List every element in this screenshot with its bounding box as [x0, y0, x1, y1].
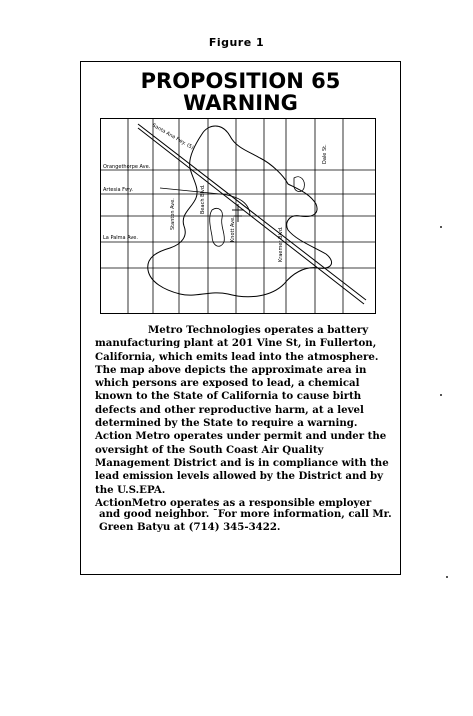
- label-lapalma: La Palma Ave.: [103, 235, 138, 241]
- paragraph-compliance: Action Metro operates under permit and under the oversight of the South Coast Air Quality Management District and is in compliance with the lead emission levels allowed by the District and by the U.S.EPA.: [95, 430, 389, 496]
- notice-contact: [99, 508, 399, 535]
- scan-speck: [440, 394, 442, 396]
- label-artesia: Artesia Fwy.: [103, 187, 133, 193]
- label-beach: Beach Blvd.: [200, 184, 206, 214]
- notice-body: [95, 324, 395, 510]
- paragraph-contact: and good neighbor. ¯For more information, call Mr. Green Batyu at (714) 345-3422.: [99, 508, 392, 534]
- paragraph-exposure: Metro Technologies operates a battery manufacturing plant at 201 Vine St, in Fullerton, California, which emits lead into the atmosphere. The map above depicts the approximate area in which persons are exposed to lead, a chemical known to the State of California to cause birth defects and other reproductive harm, at a level determined by the State to require a warning.: [95, 324, 379, 430]
- label-orangethorpe: Orangethorpe Ave.: [103, 164, 151, 170]
- inner-area-outline: [210, 208, 225, 246]
- label-freeway: Santa Ana Fwy. (5): [151, 122, 195, 152]
- label-dale: Dale St.: [322, 144, 328, 164]
- exposure-area-map: [100, 118, 376, 314]
- warning-title-line1: PROPOSITION 65: [140, 69, 341, 93]
- warning-notice: [80, 61, 401, 575]
- label-kraemer: Kraemer Blvd.: [278, 226, 284, 262]
- label-stanton: Stanton Ave.: [170, 198, 176, 230]
- paragraph-employer: ActionMetro operates as a responsible employer: [95, 496, 372, 509]
- label-knott: Knott Ave.: [230, 216, 236, 242]
- figure-label: Figure 1: [208, 36, 265, 49]
- scan-speck: [446, 576, 448, 578]
- warning-title-line2: WARNING: [183, 91, 298, 115]
- scan-speck: [440, 226, 442, 228]
